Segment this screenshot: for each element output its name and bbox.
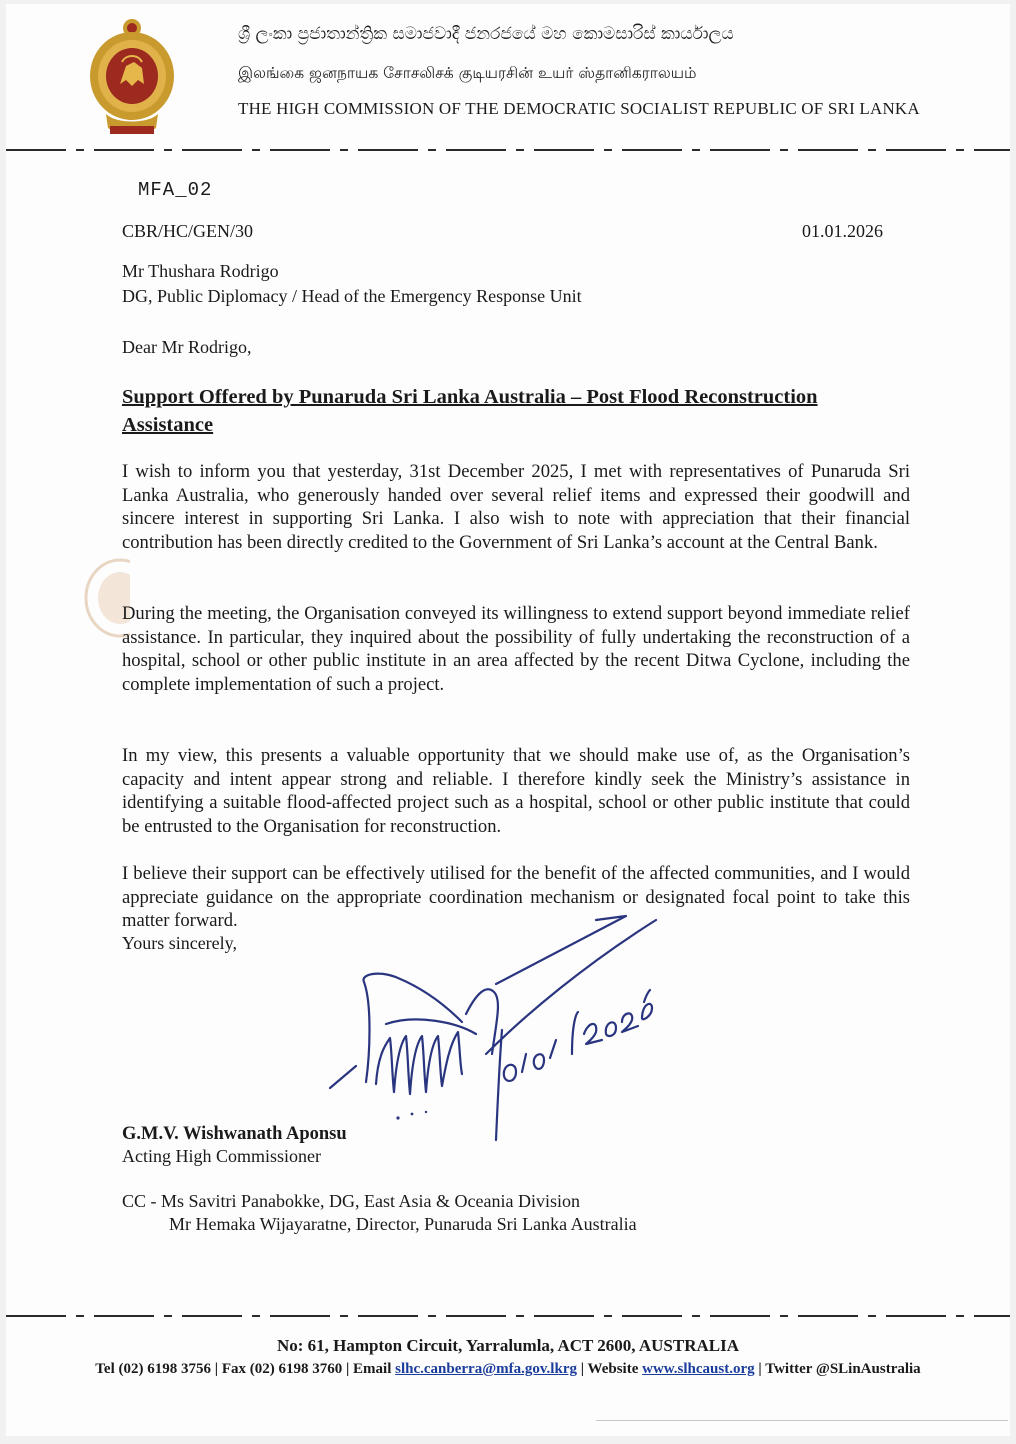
letterhead-english: THE HIGH COMMISSION OF THE DEMOCRATIC SOCIALIST REPUBLIC OF SRI LANKA bbox=[238, 99, 920, 118]
letter-date: 01.01.2026 bbox=[802, 221, 883, 241]
body-paragraph-4: I believe their support can be effectively utilised for the benefit of the affected communities, and I would appreciate guidance on the appropriate coordination mechanism or designated focal point to take this matter forward. bbox=[122, 863, 910, 932]
footer-website-label: Website bbox=[587, 1361, 639, 1377]
footer-contact-line: Tel (02) 6198 3756 | Fax (02) 6198 3760 | Email slhc.canberra@mfa.gov.lkrg | Website www.slhcaust.org | Twitter @SLinAustralia bbox=[95, 1361, 921, 1377]
footer-website-link[interactable]: www.slhcaust.org bbox=[642, 1361, 755, 1377]
letter-page bbox=[6, 4, 1010, 1436]
footer-email-link[interactable]: slhc.canberra@mfa.gov.lkrg bbox=[395, 1361, 577, 1377]
footer-fax: Fax (02) 6198 3760 bbox=[221, 1361, 343, 1377]
recipient-name: Mr Thushara Rodrigo bbox=[122, 261, 279, 281]
subject-text: Support Offered by Punaruda Sri Lanka Australia – Post Flood Reconstruction Assistance bbox=[122, 386, 818, 436]
signatory-title: Acting High Commissioner bbox=[122, 1146, 321, 1166]
cc-line-2: Mr Hemaka Wijayaratne, Director, Punaruda Sri Lanka Australia bbox=[169, 1214, 637, 1234]
footer-tel: Tel (02) 6198 3756 bbox=[95, 1361, 211, 1377]
footer-email-label: Email bbox=[353, 1361, 392, 1377]
header-divider bbox=[6, 149, 1010, 151]
reference-number: CBR/HC/GEN/30 bbox=[122, 221, 254, 241]
file-stamp: MFA_02 bbox=[138, 179, 213, 201]
signatory-name: G.M.V. Wishwanath Aponsu bbox=[122, 1124, 347, 1144]
closing: Yours sincerely, bbox=[122, 933, 237, 953]
footer-twitter-handle: @SLinAustralia bbox=[815, 1361, 921, 1377]
salutation: Dear Mr Rodrigo, bbox=[122, 337, 252, 357]
footer-address: No: 61, Hampton Circuit, Yarralumla, ACT 2600, AUSTRALIA bbox=[276, 1336, 740, 1355]
body-paragraph-2: During the meeting, the Organisation conveyed its willingness to extend support beyond immediate relief assistance. In particular, they inquired about the possibility of fully undertaking the reconstruction of a hospital, school or other public institute in an area affected by the recent Ditwa Cyclone, including the complete implementation of such a project. bbox=[122, 603, 910, 696]
subject-line bbox=[122, 383, 909, 439]
cc-line-1: CC - Ms Savitri Panabokke, DG, East Asia & Oceania Division bbox=[122, 1191, 580, 1211]
handwritten-signature bbox=[326, 904, 666, 1154]
letterhead-tamil: இலங்கை ஜனநாயக சோசலிசக் குடியரசின் உயர் ஸ்தானிகராலயம் bbox=[238, 64, 697, 82]
letterhead-sinhala: ශ්‍රී ලංකා ප්‍රජාතාන්ත්‍රික සමාජවාදී ජනරජයේ මහ කොමසාරිස් කාර්යාලය bbox=[238, 24, 734, 44]
body-paragraph-3: In my view, this presents a valuable opportunity that we should make use of, as the Organisation’s capacity and intent appear strong and reliable. I therefore kindly seek the Ministry’s assistance in identifying a suitable flood-affected project such as a hospital, school or other public institute that could be entrusted to the Organisation for reconstruction. bbox=[122, 745, 910, 838]
footer-divider bbox=[6, 1315, 1010, 1317]
footer-bottom-line bbox=[596, 1420, 1008, 1421]
body-paragraph-1: I wish to inform you that yesterday, 31st December 2025, I met with representatives of Punaruda Sri Lanka Australia, who generously handed over several relief items and expressed their goodwill and sincere interest in supporting Sri Lanka. I also wish to note with appreciation that their financial contribution has been directly credited to the Government of Sri Lanka’s account at the Central Bank. bbox=[122, 461, 910, 554]
footer-twitter-label: Twitter bbox=[765, 1361, 813, 1377]
recipient-title: DG, Public Diplomacy / Head of the Emergency Response Unit bbox=[122, 286, 582, 306]
sri-lanka-emblem-icon bbox=[86, 14, 178, 140]
